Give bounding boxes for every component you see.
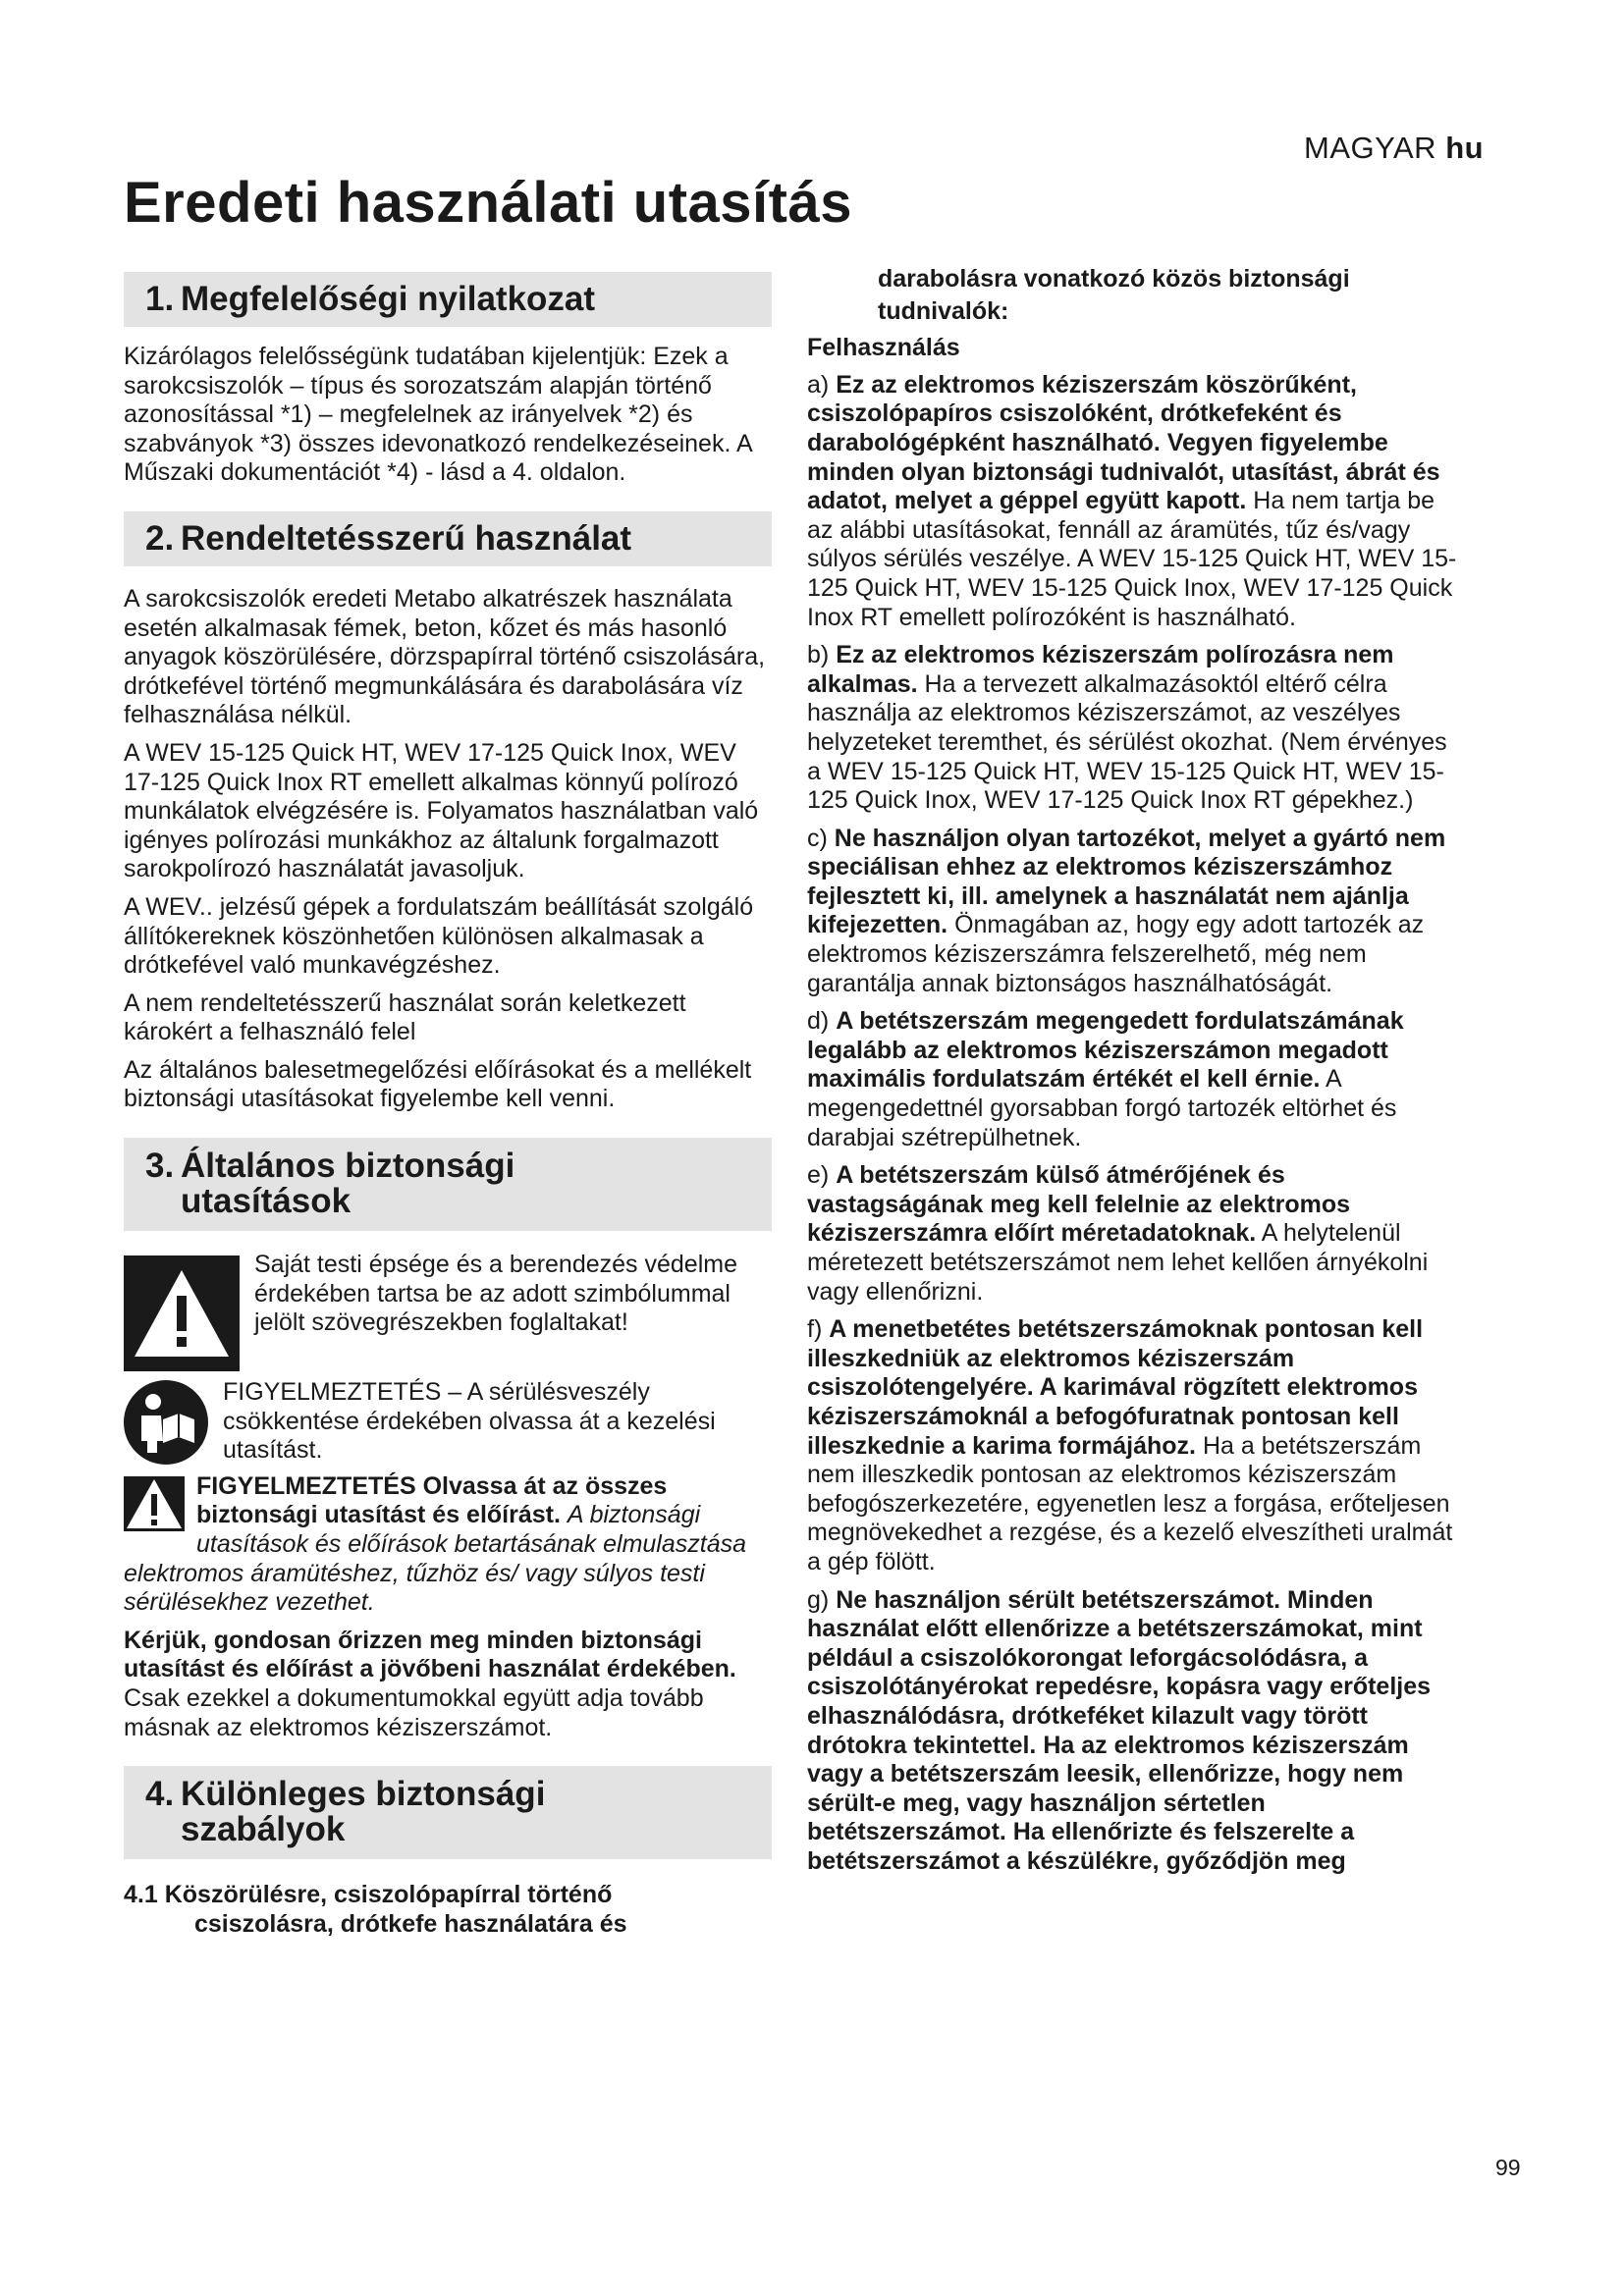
- read-manual-note: [124, 1378, 772, 1466]
- page-number: 99: [1495, 2155, 1521, 2180]
- rule-text: Önmagában az, hogy egy adott tartozék az elektromos kéziszerszámra felszerelhető, még nem garantálja annak biztonságos használhatóságát.: [807, 911, 1425, 997]
- general-warning-italic: A biztonsági utasítások és előírások betartásának elmulasztása elektromos áramütéshez, tűzhöz és/ vagy súlyos testi sérülésekhez vezethet.: [124, 1501, 747, 1617]
- section-title: Rendeltetésszerű használat: [181, 518, 632, 558]
- rule-bold: A menetbetétes betétszerszámoknak pontosan kell illeszkedniük az elektromos kéziszerszám csiszolótengelyére. A karimával rögzített elektromos kéziszerszámoknál a befogófuratnak pontosan kell illeszkednie a karima formájához.: [807, 1315, 1424, 1460]
- language-name: MAGYAR: [1304, 131, 1437, 165]
- subsection-continued-line1: darabolásra vonatkozó közös biztonsági: [878, 265, 1350, 293]
- rule-label: f): [807, 1315, 823, 1344]
- usage-subheading: Felhasználás: [807, 334, 960, 362]
- rule-label: b): [807, 641, 830, 669]
- section-title: Megfelelőségi nyilatkozat: [181, 280, 596, 318]
- rule-text: A helytelenül méretezett betétszerszámot nem lehet kellően árnyékolni vagy ellenőrizni.: [807, 1219, 1429, 1306]
- rule-f: [807, 1315, 1467, 1576]
- rule-c: [807, 825, 1467, 999]
- section-number: 3.: [145, 1147, 175, 1186]
- rule-label: a): [807, 370, 830, 399]
- subsection-title: Köszörülésre, csiszolópapírral történő: [164, 1881, 613, 1909]
- subsection-title-line2: csiszolásra, drótkefe használatára és: [194, 1909, 627, 1938]
- rule-text: Ha nem tartja be az alábbi utasításokat, fennáll az áramütés, tűz és/vagy súlyos sérülés veszélye. A WEV 15-125 Quick HT, WEV 15-125 Quick HT, WEV 15-125 Quick Inox, WEV 17-125 Quick Inox RT emellett polírozóként is használható.: [807, 487, 1457, 631]
- section-3-heading: [124, 1138, 772, 1231]
- keep-instructions-text: Csak ezekkel a dokumentumokkal együtt adja tovább másnak az elektromos kéziszerszámot.: [124, 1684, 704, 1741]
- document-title: Eredeti használati utasítás: [124, 171, 852, 235]
- rule-label: e): [807, 1161, 830, 1190]
- section-title-line2: utasítások: [181, 1182, 352, 1221]
- left-column: [124, 272, 772, 1939]
- read-manual-text: FIGYELMEZTETÉS – A sérülésveszély csökkentése érdekében olvassa át a kezelési utasítást.: [223, 1378, 716, 1465]
- section-title: Különleges biztonsági: [181, 1775, 546, 1814]
- subsection-number: 4.1: [124, 1881, 158, 1909]
- warning-triangle-icon: [124, 1255, 240, 1371]
- section-number: 2.: [145, 518, 175, 558]
- keep-instructions-bold: Kérjük, gondosan őrizzen meg minden biztonsági utasítást és előírást a jövőbeni használat érdekében.: [124, 1626, 736, 1683]
- rule-bold: Ez az elektromos kéziszerszám polírozásra nem alkalmas.: [807, 641, 1394, 698]
- general-warning-bold: FIGYELMEZTETÉS Olvassa át az összes biztonsági utasítást és előírást.: [196, 1471, 668, 1529]
- rule-a: [807, 371, 1467, 632]
- rule-bold: Ne használjon sérült betétszerszámot. Minden használat előtt ellenőrizze a betétszerszámokat, mint például a csiszolókorongat leforgácsolódásra, a csiszolótányérokat repedésre, kopásra vagy erőteljes elhasználódásra, drótkeféket kilazult vagy törött drótokra tekintettel. Ha az elektromos kéziszerszám vagy a betétszerszám leesik, ellenőrizze, hogy nem sérült-e meg, vagy használjon sértetlen betétszerszámot. Ha ellenőrizte és felszerelte a betétszerszámot a készülékre, győződjön meg: [807, 1585, 1432, 1875]
- section-number: 1.: [145, 280, 175, 318]
- section-2-paragraph: Az általános balesetmegelőzési előírásokat és a mellékelt biztonsági utasításokat figyelembe kell venni.: [124, 1055, 752, 1113]
- section-number: 4.: [145, 1775, 175, 1814]
- rule-label: g): [807, 1585, 830, 1614]
- rule-bold: A betétszerszám megengedett fordulatszámának legalább az elektromos kéziszerszámon megadott maximális fordulatszám értékét el kell érnie.: [807, 1007, 1404, 1094]
- right-column: [807, 265, 1467, 1885]
- rule-g: [807, 1586, 1467, 1877]
- section-4-heading: [124, 1766, 772, 1859]
- warning-symbol-text: Saját testi épsége és a berendezés védelme érdekében tartsa be az adott szimbólummal jelölt szövegrészekben foglaltakat!: [254, 1251, 737, 1337]
- warning-symbol-note: [124, 1251, 772, 1371]
- language-label: [1304, 131, 1484, 166]
- rule-bold: Ne használjon olyan tartozékot, melyet a gyártó nem speciálisan ehhez az elektromos kéziszerszámhoz fejlesztett ki, ill. amelynek a használatát nem ajánlja kifejezetten.: [807, 824, 1446, 939]
- rule-e: [807, 1161, 1467, 1307]
- rule-label: d): [807, 1007, 830, 1036]
- rule-bold: Ez az elektromos kéziszerszám köszörűként, csiszolópapíros csiszolóként, drótkefeként és darabológépként használható. Vegyen figyelembe minden olyan biztonsági tudnivalót, utasítást, ábrát és adatot, melyet a géppel együtt kapott.: [807, 370, 1440, 515]
- language-code: hu: [1445, 131, 1485, 165]
- section-2-heading: [124, 511, 772, 566]
- rule-b: [807, 641, 1467, 816]
- warning-triangle-icon: [124, 1476, 185, 1531]
- rule-label: c): [807, 824, 828, 852]
- section-1-heading: [124, 272, 772, 327]
- section-2-paragraph: A nem rendeltetésszerű használat során keletkezett károkért a felhasználó felel: [124, 988, 686, 1046]
- read-manual-icon: [124, 1380, 208, 1465]
- section-1-body: Kizárólagos felelősségünk tudatában kijelentjük: Ezek a sarokcsiszolók – típus és sorozatszám alapján történő azonosítással *1) – megfelelnek az irányelvek *2) és szabványok *3) összes idevonatkozó rendelkezéseinek. A Műszaki dokumentációt *4) - lásd a 4. oldalon.: [124, 343, 752, 487]
- general-warning: [124, 1472, 772, 1618]
- rule-text: Ha a tervezett alkalmazásoktól eltérő célra használja az elektromos kéziszerszámot, az veszélyes helyzeteket teremthet, és sérülést okozhat. (Nem érvényes a WEV 15-125 Quick HT, WEV 15-125 Quick HT, WEV 15-125 Quick Inox, WEV 17-125 Quick Inox RT gépekhez.): [807, 669, 1447, 815]
- rule-text: Ha a betétszerszám nem illeszkedik pontosan az elektromos kéziszerszám befogószerkezetére, egyenetlen lesz a forgása, erőteljesen megnövekedhet a rezgése, és a kezelő elveszítheti uralmát a gép fölött.: [807, 1431, 1453, 1575]
- section-2-paragraph: A WEV 15-125 Quick HT, WEV 17-125 Quick Inox, WEV 17-125 Quick Inox RT emellett alkalmas könnyű polírozó munkálatok elvégzésére is. Folyamatos használatban való igényes polírozási munkákhoz az általunk forgalmazott sarokpolírozó használatát javasoljuk.: [124, 738, 759, 883]
- section-2-paragraph: A sarokcsiszolók eredeti Metabo alkatrészek használata esetén alkalmasak fémek, beton, kőzet és más hasonló anyagok köszörülésére, dörzspapírral történő csiszolására, drótkefével történő megmunkálására és darabolására víz felhasználása nélkül.: [124, 584, 766, 729]
- subsection-4-1-heading: [124, 1881, 772, 1939]
- rule-bold: A betétszerszám külső átmérőjének és vastagságának meg kell felelnie az elektromos kéziszerszámra előírt méretadatoknak.: [807, 1161, 1351, 1248]
- subsection-continued-line2: tudnivalók:: [878, 296, 1009, 325]
- rule-text: A megengedettnél gyorsabban forgó tartozék eltörhet és darabjai szétrepülhetnek.: [807, 1065, 1397, 1151]
- section-2-paragraph: A WEV.. jelzésű gépek a fordulatszám beállítását szolgáló állítókereknek köszönhetően különösen alkalmasak a drótkefével való munkavégzéshez.: [124, 892, 754, 980]
- section-title: Általános biztonsági: [181, 1147, 515, 1186]
- rule-d: [807, 1007, 1467, 1152]
- section-title-line2: szabályok: [181, 1810, 346, 1849]
